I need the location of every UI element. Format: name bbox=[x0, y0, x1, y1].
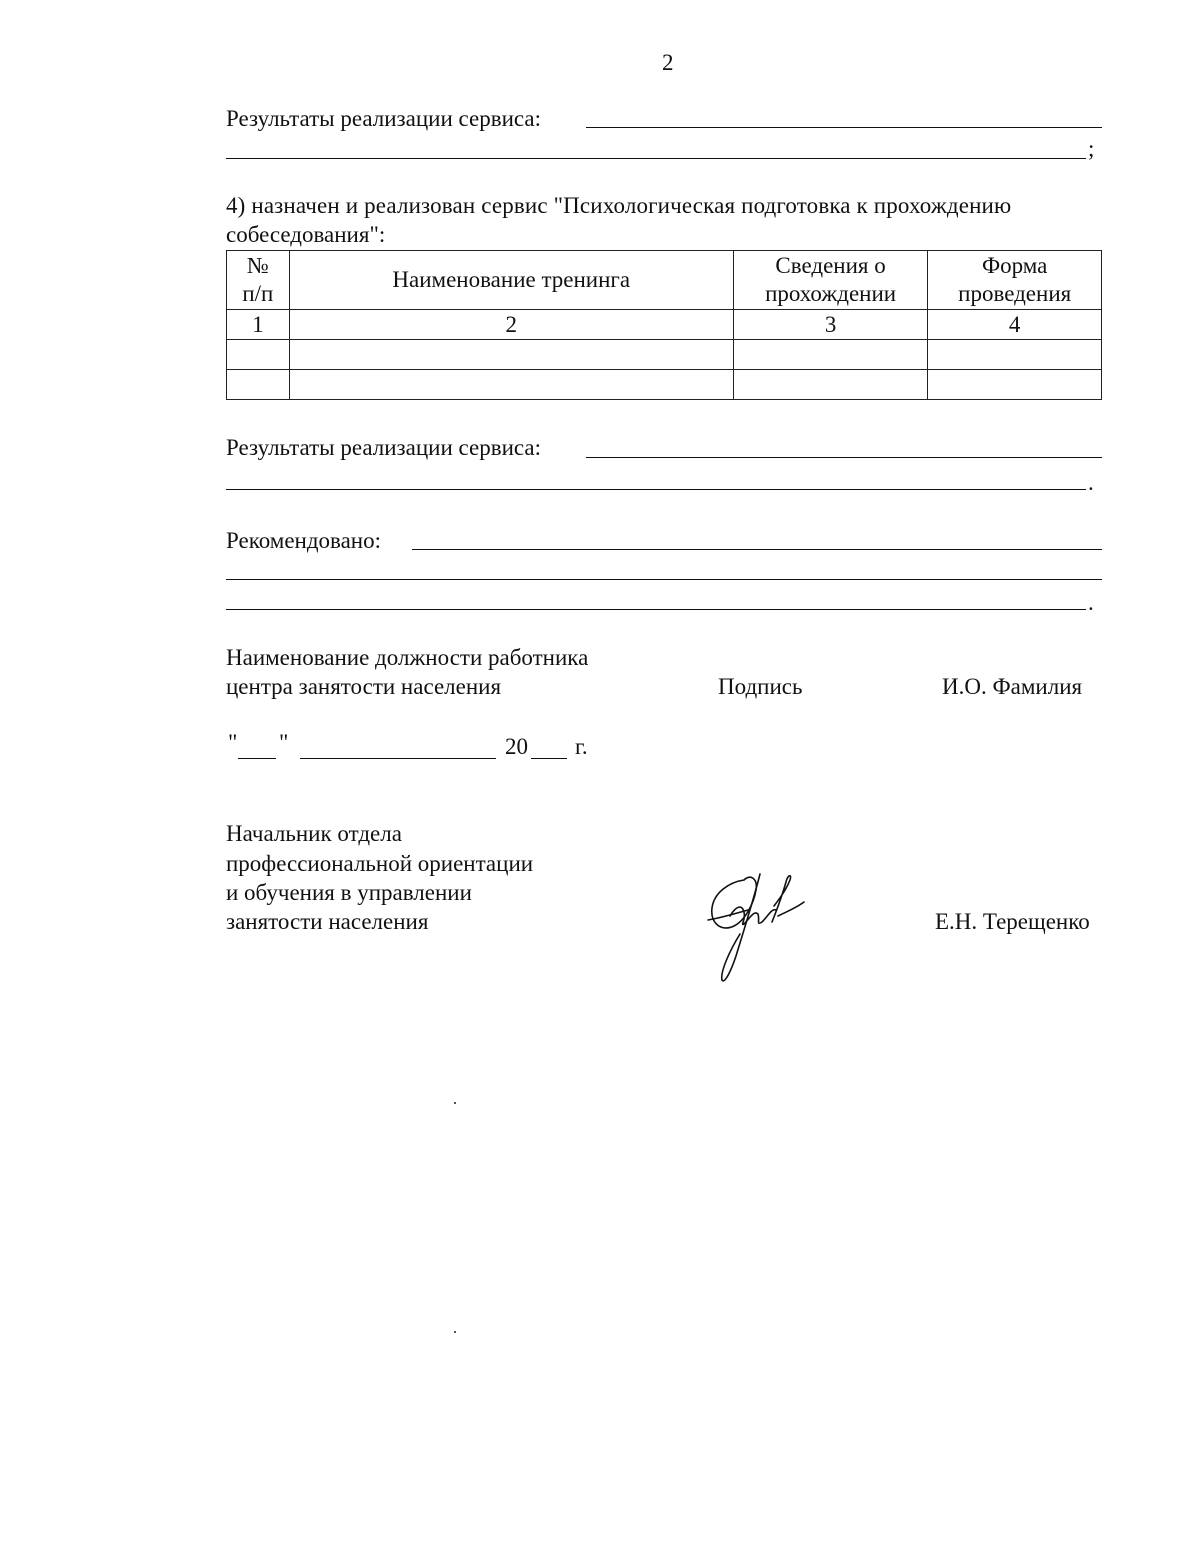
handwritten-signature bbox=[700, 860, 820, 990]
head-title-line3: и обучения в управлении bbox=[226, 880, 472, 905]
table-cell bbox=[733, 370, 928, 400]
header-training-name bbox=[289, 251, 733, 310]
position-title-line2: центра занятости населения bbox=[226, 674, 502, 699]
header-number bbox=[227, 251, 290, 310]
results-1-blank-line-2 bbox=[226, 158, 1086, 159]
name-label: И.О. Фамилия bbox=[942, 674, 1083, 699]
results-1-label: Результаты реализации сервиса: bbox=[226, 106, 541, 131]
recommended-end-mark: . bbox=[1088, 590, 1094, 615]
head-title-line1: Начальник отдела bbox=[226, 821, 402, 846]
table-header-row bbox=[227, 251, 1102, 310]
table-cell: 3 bbox=[733, 310, 928, 340]
recommended-label: Рекомендовано: bbox=[226, 528, 382, 553]
table-cell bbox=[928, 370, 1102, 400]
position-title-line1: Наименование должности работника bbox=[226, 645, 589, 670]
head-title-line2: профессиональной ориентации bbox=[226, 851, 534, 876]
date-quote-open: " bbox=[228, 730, 238, 755]
signature-label: Подпись bbox=[718, 674, 803, 699]
date-year-suffix: г. bbox=[575, 734, 588, 759]
header-form-line2: проведения bbox=[958, 281, 1072, 306]
scan-speck bbox=[454, 1102, 456, 1104]
header-training-name-line1: Наименование тренинга bbox=[392, 267, 631, 292]
table-cell bbox=[928, 340, 1102, 370]
table-cell bbox=[289, 370, 733, 400]
recommended-blank-line-2 bbox=[226, 579, 1102, 580]
header-number-line1: № bbox=[246, 253, 269, 278]
date-month-blank bbox=[300, 758, 496, 759]
table-cell: 4 bbox=[928, 310, 1102, 340]
page-number: 2 bbox=[662, 50, 674, 75]
results-2-blank-line-1 bbox=[586, 457, 1102, 458]
results-2-end-mark: . bbox=[1088, 470, 1094, 495]
scan-speck bbox=[454, 1331, 456, 1333]
recommended-blank-line-3 bbox=[226, 609, 1086, 610]
table-cell bbox=[227, 370, 290, 400]
header-completion-info-line2: прохождении bbox=[765, 281, 897, 306]
item4-line2: собеседования": bbox=[226, 222, 386, 247]
table-cell bbox=[733, 340, 928, 370]
head-title-line4: занятости населения bbox=[226, 909, 429, 934]
recommended-blank-line-1 bbox=[412, 549, 1102, 550]
results-1-blank-line-1 bbox=[586, 127, 1102, 128]
results-2-label: Результаты реализации сервиса: bbox=[226, 435, 541, 460]
results-2-blank-line-2 bbox=[226, 489, 1086, 490]
header-number-line2: п/п bbox=[242, 281, 274, 306]
table-row bbox=[227, 340, 1102, 370]
table-cell bbox=[289, 340, 733, 370]
date-quote-close: " bbox=[279, 730, 289, 755]
head-name: Е.Н. Терещенко bbox=[935, 909, 1090, 934]
item4-line1: 4) назначен и реализован сервис "Психологическая подготовка к прохождению bbox=[226, 193, 1012, 218]
header-completion-info bbox=[733, 251, 928, 310]
date-year-blank bbox=[531, 758, 567, 759]
trainings-table bbox=[226, 250, 1102, 400]
header-form bbox=[928, 251, 1102, 310]
table-row bbox=[227, 370, 1102, 400]
date-day-blank bbox=[238, 758, 276, 759]
date-year-prefix: 20 bbox=[505, 734, 528, 759]
table-cell: 2 bbox=[289, 310, 733, 340]
table-cell bbox=[227, 340, 290, 370]
header-form-line1: Форма bbox=[981, 253, 1048, 278]
results-1-end-mark: ; bbox=[1088, 136, 1095, 161]
table-row bbox=[227, 310, 1102, 340]
table-cell: 1 bbox=[227, 310, 290, 340]
header-completion-info-line1: Сведения о bbox=[775, 253, 886, 278]
